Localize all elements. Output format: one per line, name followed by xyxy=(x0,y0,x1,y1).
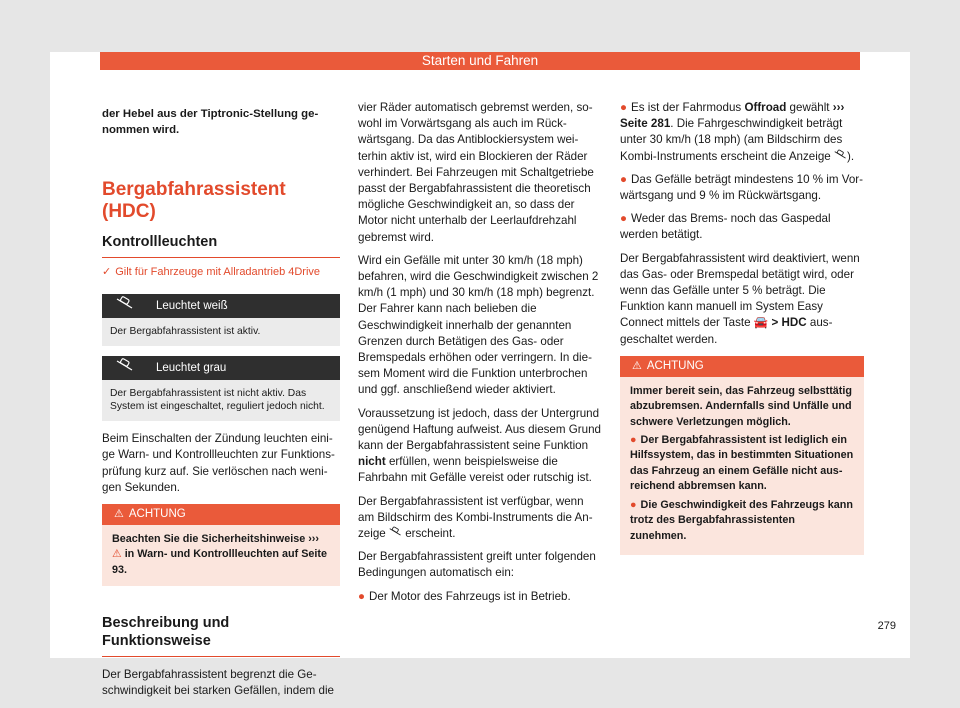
text: gewählt xyxy=(789,101,830,114)
lamp-grey-desc: Der Bergabfahrassistent ist nicht aktiv. Das System ist eingeschaltet, reguliert jedoch nicht. xyxy=(102,380,340,421)
subheading-beschreibung: Beschreibung und Funktionsweise xyxy=(102,615,230,650)
applies-note xyxy=(102,264,340,280)
warning-triangle-icon: ⚠ xyxy=(112,548,122,561)
bullet: ● xyxy=(620,101,628,114)
text: Voraussetzung ist jedoch, dass der Untergrund genügend Haftung aufweist. Aus diesem Grund kann der Bergabfahrassistent seine Funktion xyxy=(358,406,601,453)
bullet: ● xyxy=(630,498,637,511)
checkmark-icon: ✓ xyxy=(102,266,112,278)
paragraph xyxy=(358,406,602,487)
hill-descent-icon xyxy=(834,150,847,163)
lamp-white-title: Leuchtet weiß xyxy=(156,300,228,313)
paragraph: Der Bergabfahrassistent greift unter folgenden Bedingungen automatisch ein: xyxy=(358,550,596,580)
column-2 xyxy=(358,100,602,612)
text: Der Motor des Fahrzeugs ist in Betrieb. xyxy=(369,589,571,603)
column-3 xyxy=(620,100,864,561)
warning-list-item xyxy=(630,498,854,544)
heading-rule xyxy=(102,257,340,258)
paragraph: vier Räder automatisch gebremst werden, sowohl im Vorwärtsgang als auch im Rückwärtsgang. Da das Antiblockiersystem weiterhin aktiv ist, wird ein Blockieren der Räder verhindert. Bei Fahrzeugen mit Schaltgetriebe passt der Bergabfahrassistent die theoretisch mögliche Geschwindigkeit an, so dass der Motor nicht unterhalb der Leerlaufdrehzahl gebremst wird. xyxy=(358,101,594,244)
list-item xyxy=(620,100,864,165)
lamp-white-desc: Der Bergabfahrassistent ist aktiv. xyxy=(102,318,340,346)
text: Der Bergabfahrassistent wird deaktiviert, wenn das Gas- oder Bremspedal betätigt wird, oder wenn das Gefälle unter 5 % beträgt. Die Funktion kann manuell im System Easy Connect mittels der Taste xyxy=(620,251,860,330)
text: ). xyxy=(846,149,855,163)
lamp-white-bar xyxy=(102,294,340,318)
text: Es ist der Fahrmodus xyxy=(631,101,742,114)
text: Der Bergabfahrassistent ist verfügbar, wenn am Bildschirm des Kombi-Instruments die Anzeige xyxy=(358,494,593,541)
paragraph xyxy=(620,251,864,348)
applies-text: Gilt für Fahrzeuge mit Allradantrieb 4Drive xyxy=(115,266,321,278)
lamp-grey-title: Leuchtet grau xyxy=(156,362,227,375)
warning-box-1 xyxy=(102,504,340,586)
warning-triangle-icon: ⚠ xyxy=(632,359,642,372)
page-number: 279 xyxy=(877,620,896,632)
text: Die Geschwindigkeit des Fahrzeugs kann trotz des Bergabfahrassistenten zunehmen. xyxy=(630,498,853,542)
paragraph xyxy=(358,494,602,543)
list-item xyxy=(620,211,864,243)
warning-title: ACHTUNG xyxy=(128,508,186,521)
text-bold: nicht xyxy=(358,455,386,469)
warning-header xyxy=(620,356,864,377)
text: . Die Fahrgeschwindigkeit beträgt unter 30 km/h (18 mph) (am Bildschirm des Kombi-Instruments erscheint die Anzeige xyxy=(620,117,843,163)
bullet: ● xyxy=(630,434,637,447)
bullet: ● xyxy=(620,212,628,226)
warning-triangle-icon: ⚠ xyxy=(114,508,124,521)
bullet: ● xyxy=(620,172,628,186)
warning-list-item xyxy=(630,433,854,495)
car-menu-icon: 🚘 xyxy=(753,316,769,330)
subheading-kontrollleuchten: Kontrollleuchten xyxy=(102,234,218,250)
hdc-key-label: HDC xyxy=(781,316,807,330)
list-item xyxy=(358,589,602,605)
text-bold: > xyxy=(771,316,779,330)
bullet: ● xyxy=(358,589,366,603)
warning-text: Immer bereit sein, das Fahrzeug selbsttätig abzubremsen. Andernfalls sind Unfälle und schwere Verletzungen möglich. xyxy=(630,384,853,428)
paragraph-description: Der Bergabfahrassistent begrenzt die Geschwindigkeit bei starken Gefällen, indem die xyxy=(102,668,334,698)
lamp-grey-bar xyxy=(102,356,340,380)
section-beschreibung xyxy=(102,614,340,699)
section-heading: Bergabfahrassistent (HDC) xyxy=(102,179,286,222)
hill-descent-icon xyxy=(116,356,136,380)
text: Der Bergabfahrassistent ist lediglich ein Hilfssystem, das in bestimmten Situationen das Fahrzeug an einem Gefälle nicht ausreichend abbremsen kann. xyxy=(630,434,854,493)
warning-body xyxy=(102,525,340,586)
warning-title: ACHTUNG xyxy=(646,359,704,372)
paragraph-ignition: Beim Einschalten der Zündung leuchten einige Warn- und Kontrollleuchten zur Funktionsprüfung kurz auf. Sie verlöschen nach wenigen Sekunden. xyxy=(102,432,335,494)
text: Weder das Brems- noch das Gaspedal werden betätigt. xyxy=(620,212,831,242)
warning-link-text[interactable]: in Warn- und Kontrollleuchten auf Seite 93. xyxy=(112,548,328,576)
text: Das Gefälle beträgt mindestens 10 % im Vorwärtsgang und 9 % im Rückwärtsgang. xyxy=(620,172,864,203)
warning-text: Beachten Sie die Sicherheitshinweise ››› xyxy=(112,533,320,546)
heading-rule xyxy=(102,656,340,657)
chapter-header: Starten und Fahren xyxy=(100,52,860,70)
text: erfüllen, wenn beispielsweise die Fahrbahn mit Gefälle vereist oder rutschig ist. xyxy=(358,455,592,485)
warning-body xyxy=(620,377,864,555)
paragraph: Wird ein Gefälle mit unter 30 km/h (18 mph) befahren, wird die Geschwindigkeit zwischen 2 km/h (1 mph) und 30 km/h (18 mph) begrenzt. Der Fahrer kann nach belieben die Geschwindigkeit innerhalb der genannten Grenzen durch Betätigen des Gas- oder Bremspedals erhöhen oder verringern. In diesem Moment wird die Funktion unterbrochen und ggf. anschließend wieder aktiviert. xyxy=(358,253,599,397)
intro-text: der Hebel aus der Tiptronic-Stellung genommen wird. xyxy=(102,108,319,136)
column-1 xyxy=(102,102,340,707)
document-page xyxy=(50,52,910,698)
hill-descent-icon xyxy=(389,527,402,540)
text: ausgeschaltet werden. xyxy=(620,316,833,346)
hill-descent-icon xyxy=(116,294,136,318)
warning-box-2 xyxy=(620,356,864,555)
page-reference-link[interactable]: ››› Seite 281 xyxy=(620,101,845,131)
text-bold: Offroad xyxy=(744,101,787,114)
warning-header xyxy=(102,504,340,525)
list-item xyxy=(620,172,864,204)
text: erscheint. xyxy=(405,527,456,541)
